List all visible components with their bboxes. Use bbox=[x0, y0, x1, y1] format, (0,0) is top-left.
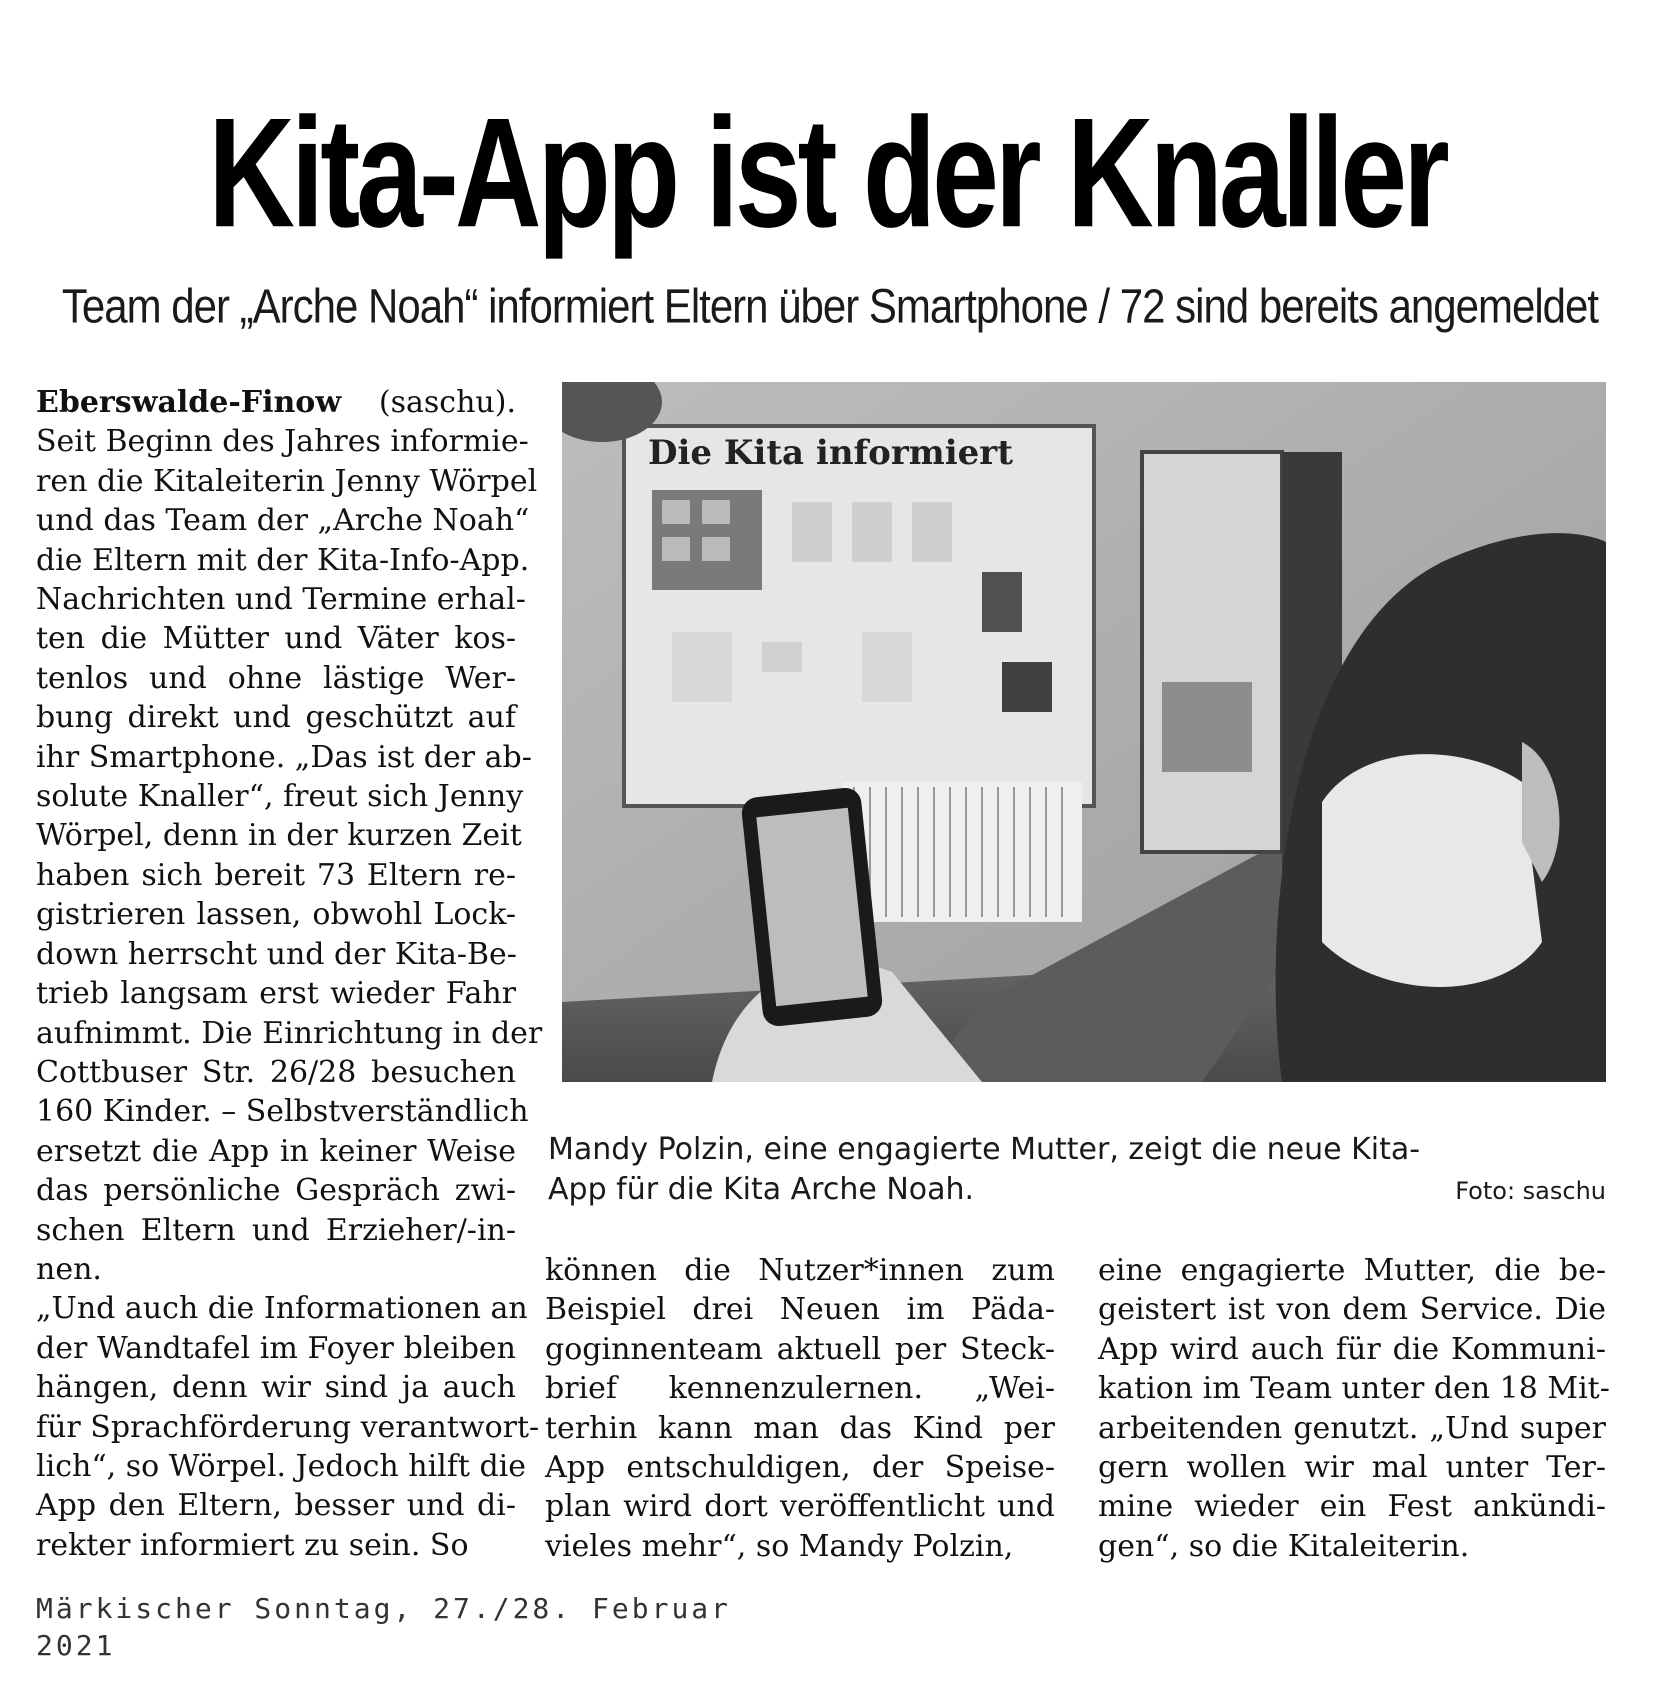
text-line: nen. bbox=[36, 1251, 102, 1287]
text-line: 160 Kinder. – Selbstverständlich bbox=[36, 1094, 529, 1130]
text-line: goginnenteam aktuell per Steck- bbox=[545, 1331, 1055, 1367]
text-line: Nachrichten und Termine erhal- bbox=[36, 582, 526, 618]
article-column-3 bbox=[1098, 1251, 1610, 1566]
text-line: ten die Mütter und Väter kos- bbox=[36, 621, 516, 657]
text-line: Cottbuser Str. 26/28 besuchen bbox=[36, 1054, 516, 1090]
text-line: können die Nutzer*innen zum bbox=[545, 1253, 1055, 1288]
text-line: rekter informiert zu sein. So bbox=[36, 1527, 469, 1563]
text-line: geistert ist von dem Service. Die bbox=[1098, 1292, 1606, 1328]
notice-board bbox=[624, 426, 1094, 806]
text-line: ren die Kitaleiterin Jenny Wörpel bbox=[36, 463, 538, 499]
caption-line-2: App für die Kita Arche Noah. bbox=[548, 1172, 975, 1207]
text-line: brief kennenzulernen. „Wei- bbox=[545, 1371, 1055, 1407]
text-line: Seit Beginn des Jahres informie- bbox=[36, 424, 529, 460]
text-line: tenlos und ohne lästige Wer- bbox=[36, 660, 516, 696]
caption-line-1: Mandy Polzin, eine engagierte Mutter, zeigt die neue Kita- bbox=[548, 1132, 1421, 1167]
text-line: haben sich bereit 73 Eltern re- bbox=[36, 857, 516, 893]
source-line-2: 2021 bbox=[36, 1629, 116, 1662]
source-line-1: Märkischer Sonntag, 27./28. Februar bbox=[36, 1592, 732, 1625]
text-line: für Sprachförderung verantwort- bbox=[36, 1409, 540, 1445]
text-line: eine engagierte Mutter, die be- bbox=[1098, 1253, 1606, 1288]
text-line: vieles mehr“, so Mandy Polzin, bbox=[545, 1528, 1014, 1564]
text-line: der Wandtafel im Foyer bleiben bbox=[36, 1330, 516, 1366]
text-line: App entschuldigen, der Speise- bbox=[545, 1450, 1055, 1486]
text-line: gern wollen wir mal unter Ter- bbox=[1098, 1450, 1606, 1486]
text-line: App wird auch für die Kommuni- bbox=[1098, 1331, 1606, 1367]
text-line: ihr Smartphone. „Das ist der ab- bbox=[36, 739, 532, 775]
text-line: und das Team der „Arche Noah“ bbox=[36, 503, 530, 539]
headline: Kita-App ist der Knaller bbox=[208, 85, 1446, 261]
text-line: mine wieder ein Fest ankündi- bbox=[1098, 1489, 1606, 1525]
text-line: Beispiel drei Neuen im Päda- bbox=[545, 1292, 1055, 1328]
article-column-2 bbox=[545, 1251, 1055, 1566]
photo-illustration bbox=[562, 382, 1606, 1082]
text-line: die Eltern mit der Kita-Info-App. bbox=[36, 542, 530, 578]
photo-caption bbox=[548, 1130, 1606, 1211]
text-line: Wörpel, denn in der kurzen Zeit bbox=[36, 818, 522, 854]
text-line: lich“, so Wörpel. Jedoch hilft die bbox=[36, 1448, 527, 1484]
text-line: bung direkt und geschützt auf bbox=[36, 700, 516, 736]
text-line: down herrscht und der Kita-Be- bbox=[36, 936, 517, 972]
text-line: aufnimmt. Die Einrichtung in der bbox=[36, 1015, 543, 1051]
radiator bbox=[842, 782, 1082, 922]
subheadline: Team der „Arche Noah“ informiert Eltern über Smartphone / 72 sind bereits angemeldet bbox=[61, 278, 1599, 333]
article-photo bbox=[562, 382, 1606, 1082]
text-line: Eberswalde-Finow (saschu). bbox=[36, 385, 516, 420]
text-line: gen“, so die Kitaleiterin. bbox=[1098, 1528, 1470, 1564]
board-title: Die Kita informiert bbox=[648, 433, 1013, 473]
text-line: solute Knaller“, freut sich Jenny bbox=[36, 779, 524, 815]
text-line: terhin kann man das Kind per bbox=[545, 1410, 1055, 1446]
text-line: arbeitenden genutzt. „Und super bbox=[1098, 1410, 1606, 1446]
text-line: „Und auch die Informationen an bbox=[36, 1291, 528, 1327]
text-line: hängen, denn wir sind ja auch bbox=[36, 1370, 516, 1406]
text-line: gistrieren lassen, obwohl Lock- bbox=[36, 897, 516, 933]
text-line: schen Eltern und Erzieher/-in- bbox=[36, 1212, 516, 1248]
text-line: trieb langsam erst wieder Fahr bbox=[36, 976, 516, 1012]
article-column-1 bbox=[36, 383, 543, 1565]
text-line: ersetzt die App in keiner Weise bbox=[36, 1133, 516, 1169]
text-line: App den Eltern, besser und di- bbox=[36, 1488, 516, 1524]
text-line: kation im Team unter den 18 Mit- bbox=[1098, 1371, 1610, 1407]
photo-credit: Foto: saschu bbox=[1455, 1177, 1606, 1205]
text-line: plan wird dort veröffentlicht und bbox=[545, 1489, 1055, 1525]
source-citation bbox=[36, 1590, 836, 1664]
text-line: das persönliche Gespräch zwi- bbox=[36, 1173, 516, 1209]
